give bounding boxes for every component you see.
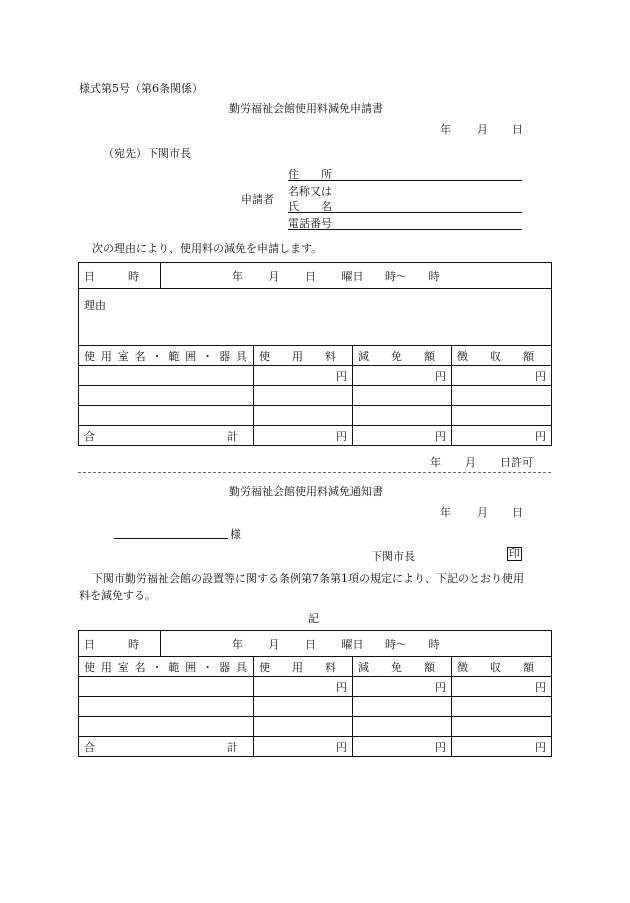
- seal-mark: 印: [509, 547, 520, 560]
- application-table: [78, 262, 552, 446]
- column-header-row: [79, 346, 552, 366]
- issuer: 下関市長: [371, 550, 415, 563]
- date-year: 年: [440, 123, 451, 136]
- col-room: 使 用 室 名 ・ 範 囲 ・ 器 具: [79, 346, 254, 366]
- col-collected: 徴 収 額: [452, 346, 552, 366]
- col-fee: 使 用 料: [254, 346, 353, 366]
- total-row: 合 計 円 円 円: [79, 426, 552, 446]
- table-row: [79, 697, 552, 717]
- datetime-cell: 年 月 日 曜日 時～ 時: [161, 631, 552, 657]
- column-header-row: [79, 657, 552, 677]
- notice-table: [78, 630, 552, 757]
- address-label: 住 所: [288, 168, 332, 181]
- total-row: 合 計 円 円 円: [79, 737, 552, 757]
- table-row: 円 円 円: [79, 677, 552, 697]
- notice-body-line2: 料を減免する。: [79, 589, 156, 602]
- col-room: 使 用 室 名 ・ 範 囲 ・ 器 具: [79, 657, 254, 677]
- col-fee: 使 用 料: [254, 657, 353, 677]
- applicant-label: 申請者: [241, 193, 274, 206]
- name-label-line2: 氏 名: [288, 200, 332, 213]
- datetime-cell: 年 月 日 曜日 時～ 時: [161, 263, 552, 289]
- table-row: [79, 717, 552, 737]
- name-label-line1: 名称又は: [288, 185, 332, 198]
- application-title: 勤労福祉会館使用料減免申請書: [229, 102, 383, 115]
- reason-label: 理由: [79, 289, 552, 346]
- datetime-header: 日 時: [79, 631, 161, 657]
- table-row: 円 円 円: [79, 366, 552, 386]
- datetime-row: [79, 263, 552, 289]
- phone-underline: [288, 229, 522, 230]
- total-label: 合 計: [79, 737, 254, 757]
- addressee: （宛先）下関市長: [103, 147, 191, 160]
- col-reduction: 減 免 額: [353, 657, 452, 677]
- col-collected: 徴 収 額: [452, 657, 552, 677]
- name-underline: [288, 212, 522, 213]
- application-statement: 次の理由により、使用料の減免を申請します。: [92, 242, 323, 255]
- col-reduction: 減 免 額: [353, 346, 452, 366]
- notice-body-line1: 下関市勤労福祉会館の設置等に関する条例第7条第1項の規定により、下記のとおり使用: [92, 572, 524, 585]
- table-row: [79, 386, 552, 406]
- date-day: 日: [512, 123, 523, 136]
- notice-title: 勤労福祉会館使用料減免通知書: [229, 485, 383, 498]
- datetime-row: [79, 631, 552, 657]
- datetime-header: 日 時: [79, 263, 161, 289]
- document-page: 様式第5号（第6条関係） 勤労福祉会館使用料減免申請書 年 月 日 （宛先）下関市長 申請者 住 所 名称又は 氏 名 電話番号 次の理由により、使用料の減免を申請します。 日 時 年 月 日 曜日 時～ 時 理由 使 用 室 名 ・ 範 囲 ・ 器 具 使 用 料 減 免 額 徴 収 額 円 円 円 合 計 円 円 円 年 月 日許可 勤労福祉会館使用料減免通知書 年 月 日 様 下関市長 印 下関市勤労福祉会館の設置等に関する条例第7条第1項の規定により、下記のとおり使用 料を減免する。 記 日 時 年 月 日 曜日 時～ 時 使 用 室 名 ・ 範 囲 ・ 器 具 使 用 料 減 免 額 徴 収 額 円 円 円 合 計 円 円 円: [0, 0, 630, 903]
- cut-line: [78, 472, 551, 473]
- date-month: 月: [477, 123, 488, 136]
- honorific: 様: [230, 528, 241, 541]
- table-row: [79, 406, 552, 426]
- form-number: 様式第5号（第6条関係）: [79, 82, 203, 95]
- ki-label: 記: [308, 612, 319, 625]
- recipient-underline: [114, 538, 228, 539]
- total-label: 合 計: [79, 426, 254, 446]
- reason-row: [79, 289, 552, 346]
- phone-label: 電話番号: [288, 217, 332, 230]
- address-underline: [288, 180, 522, 181]
